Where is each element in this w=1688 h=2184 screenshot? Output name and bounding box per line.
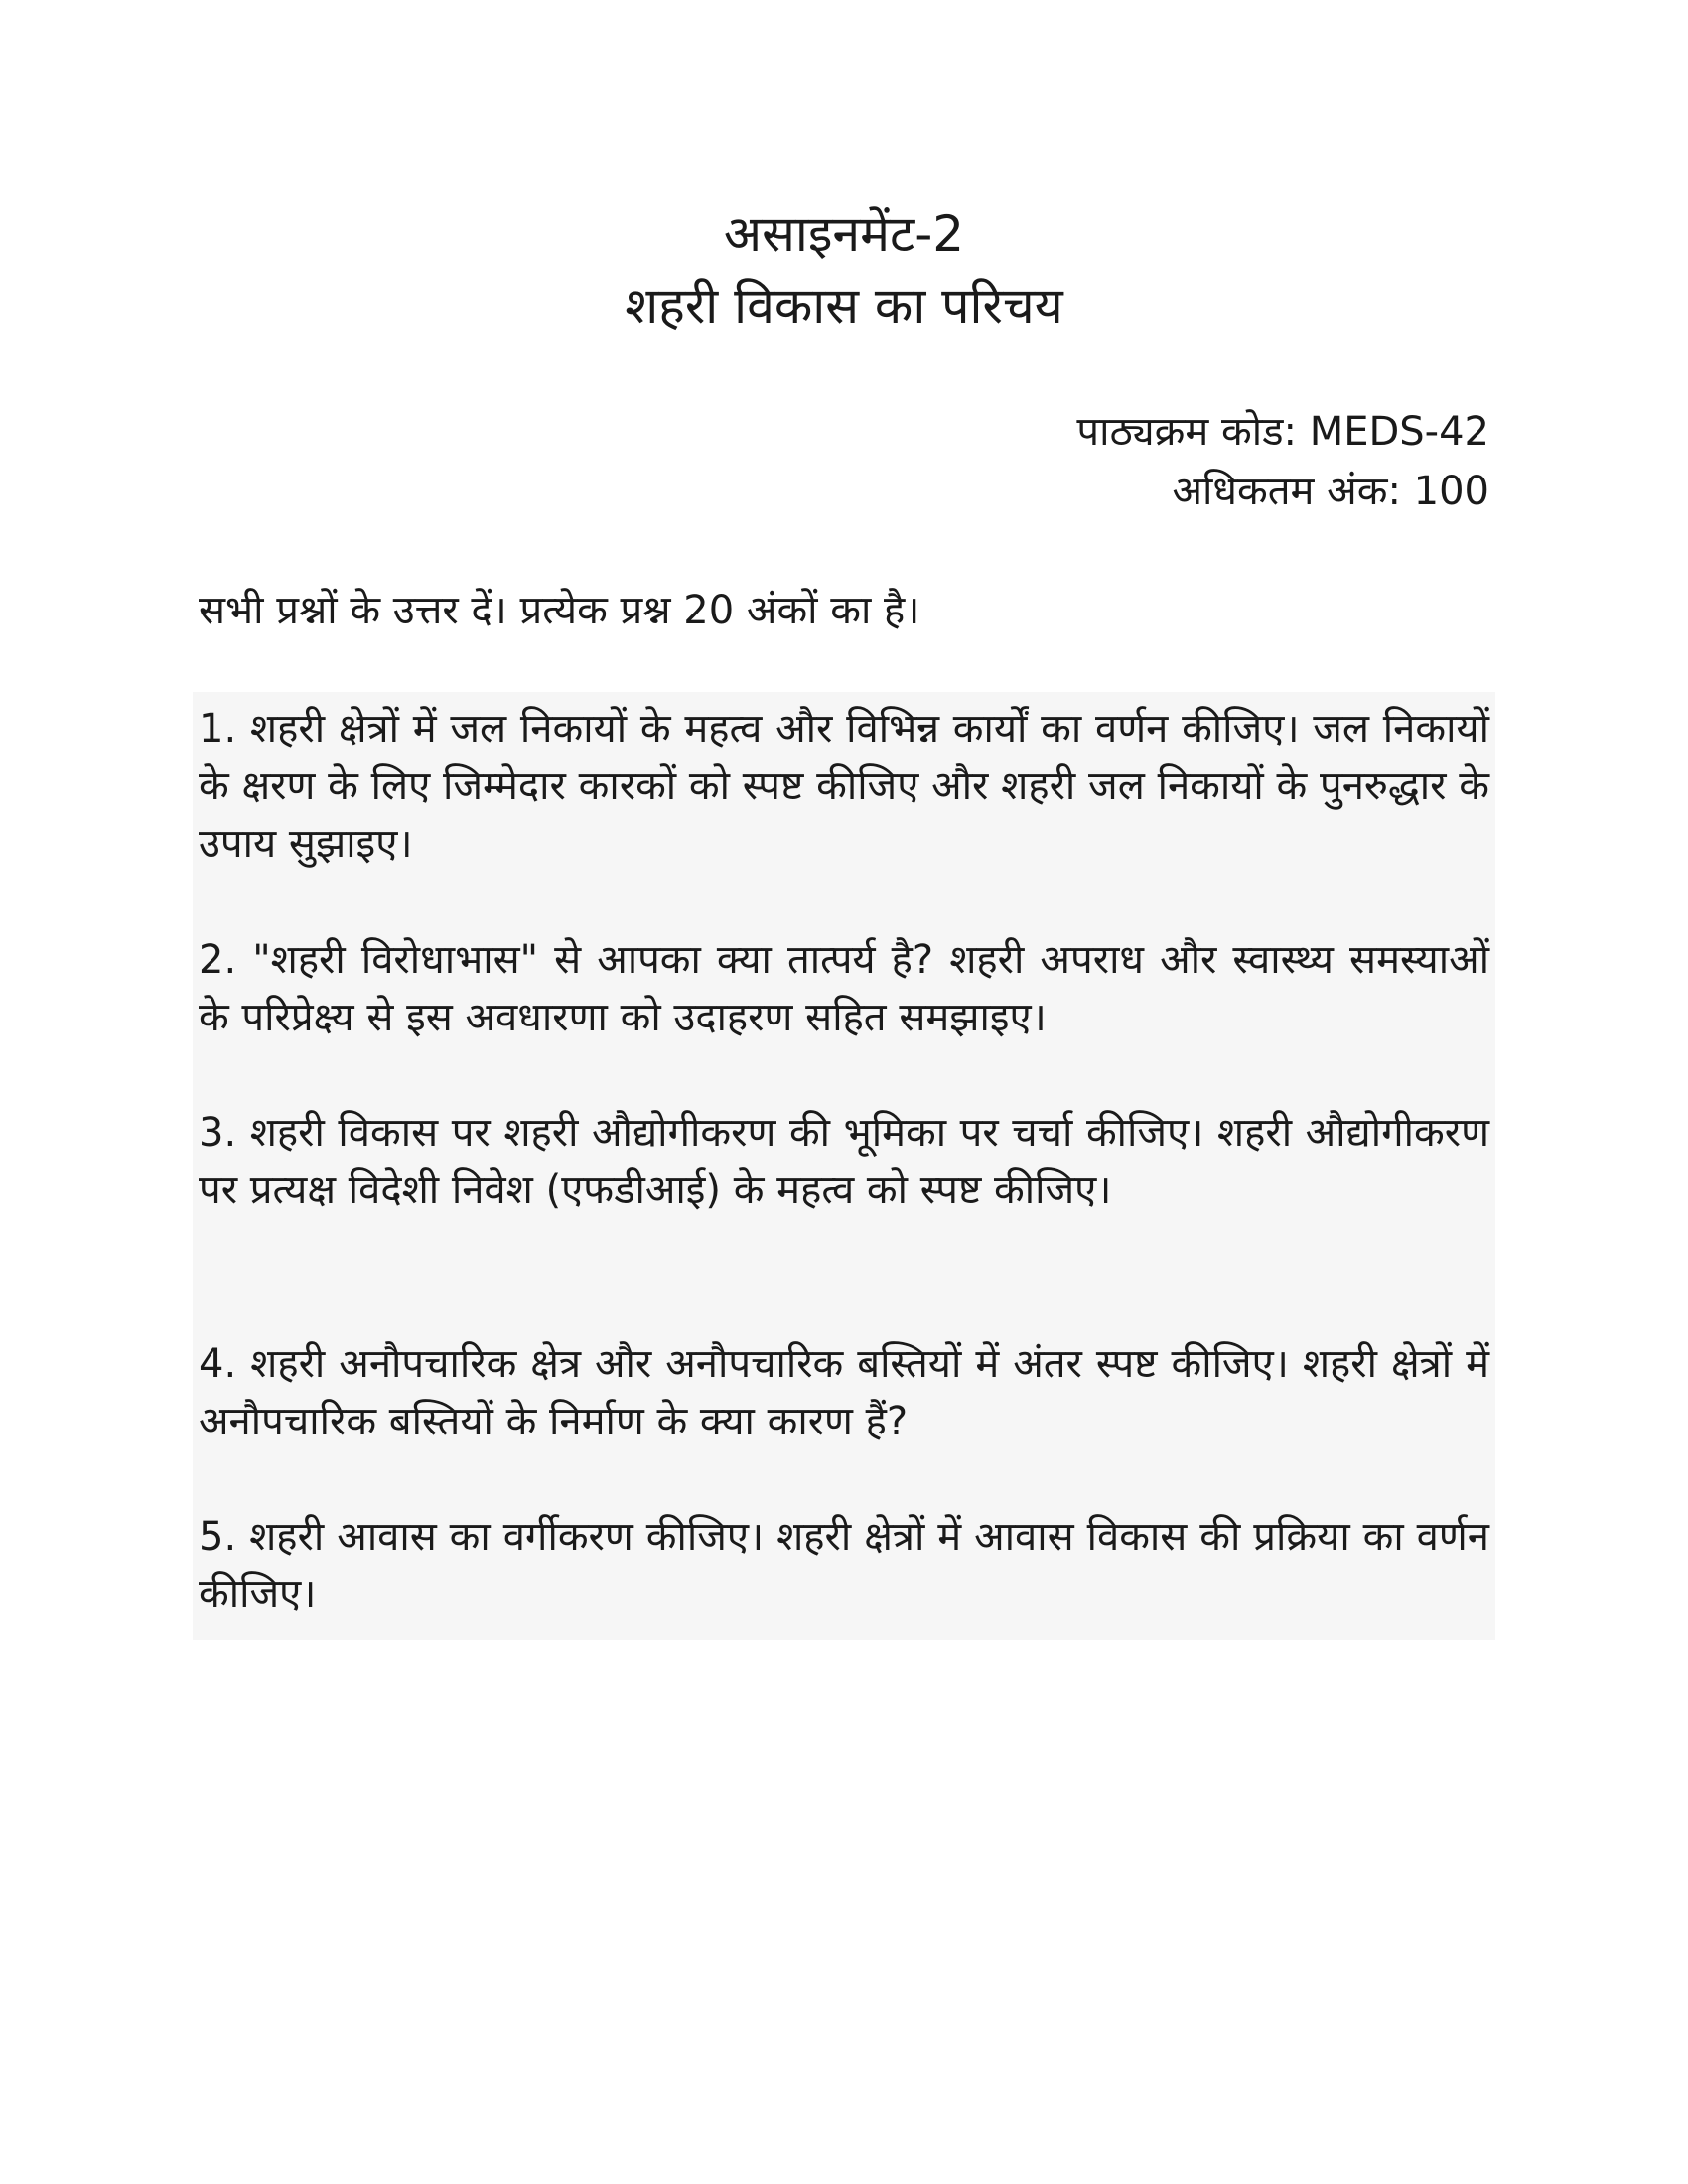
question-5: 5. शहरी आवास का वर्गीकरण कीजिए। शहरी क्षेत्रों में आवास विकास की प्रक्रिया का वर्णन कीजिए।: [199, 1514, 1489, 1617]
course-code: पाठ्यक्रम कोड: MEDS-42: [1076, 409, 1489, 455]
assignment-title: असाइनमेंट-2: [723, 205, 965, 263]
title-block: [0, 199, 1688, 341]
question-4: 4. शहरी अनौपचारिक क्षेत्र और अनौपचारिक बस्तियों में अंतर स्पष्ट कीजिए। शहरी क्षेत्रों में अनौपचारिक बस्तियों के निर्माण के क्या कारण हैं?: [199, 1341, 1489, 1444]
max-marks: अधिकतम अंक: 100: [1172, 469, 1489, 514]
course-meta: [1076, 402, 1489, 521]
course-title: शहरी विकास का परिचय: [625, 277, 1063, 335]
question-3: 3. शहरी विकास पर शहरी औद्योगीकरण की भूमिका पर चर्चा कीजिए। शहरी औद्योगीकरण पर प्रत्यक्ष विदेशी निवेश (एफडीआई) के महत्व को स्पष्ट कीजिए।: [199, 1110, 1489, 1213]
question-1: 1. शहरी क्षेत्रों में जल निकायों के महत्व और विभिन्न कार्यों का वर्णन कीजिए। जल निकायों के क्षरण के लिए जिम्मेदार कारकों को स्पष्ट कीजिए और शहरी जल निकायों के पुनरुद्धार के उपाय सुझाइए।: [199, 706, 1489, 867]
instructions: सभी प्रश्नों के उत्तर दें। प्रत्येक प्रश्न 20 अंकों का है।: [199, 588, 920, 633]
question-2: 2. "शहरी विरोधाभास" से आपका क्या तात्पर्य है? शहरी अपराध और स्वास्थ्य समस्याओं के परिप्रेक्ष्य से इस अवधारणा को उदाहरण सहित समझाइए।: [199, 937, 1489, 1040]
